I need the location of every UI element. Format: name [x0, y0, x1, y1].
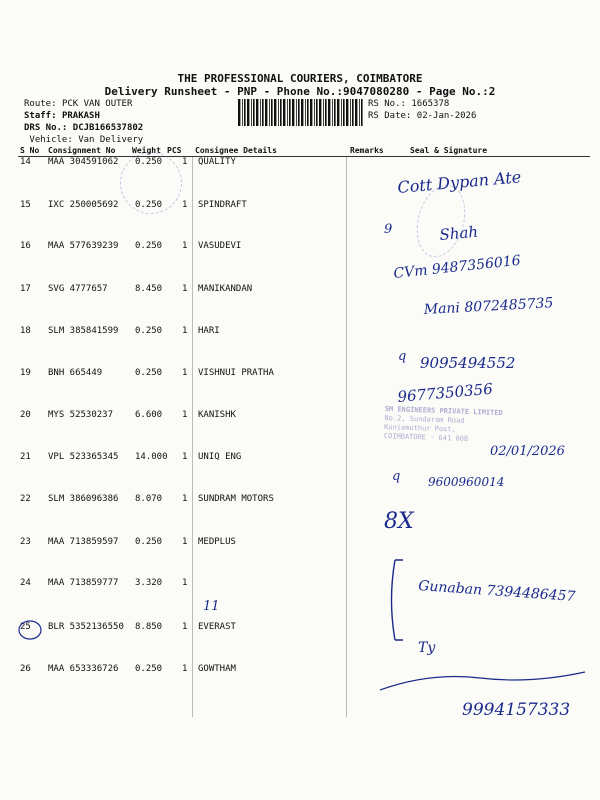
row-consignment-no: IXC 250005692	[48, 200, 119, 210]
route-line: Route: PCK VAN OUTER	[24, 99, 133, 109]
row-pcs: 1	[182, 241, 188, 251]
row-sno: 18	[20, 326, 31, 336]
row-sno: 24	[20, 578, 31, 588]
row-consignee: QUALITY	[198, 157, 236, 167]
col-pcs: PCS	[167, 146, 182, 155]
row-consignment-no: BNH 665449	[48, 368, 103, 378]
row-consignee: EVERAST	[198, 622, 236, 632]
rs-no-value: 1665378	[411, 99, 450, 109]
row-consignment-no: MAA 713859777	[48, 578, 119, 588]
col-remarks: Remarks	[350, 146, 384, 155]
row-weight: 8.850	[135, 622, 163, 632]
signature-15: Shah	[438, 222, 479, 244]
route-value: PCK VAN OUTER	[61, 99, 133, 109]
row-consignment-no: SLM 386096386	[48, 494, 119, 504]
drs-line: DRS No.: DCJB166537802	[24, 123, 144, 133]
row-consignee: MANIKANDAN	[198, 284, 253, 294]
row-pcs: 1	[182, 410, 188, 420]
col-seal-signature: Seal & Signature	[410, 146, 488, 155]
tick-mark-21: q	[392, 469, 401, 484]
row-weight: 0.250	[135, 157, 163, 167]
row-consignment-no: SVG 4777657	[48, 284, 108, 294]
signature-22: 8X	[384, 509, 414, 534]
signature-18: 9095494552	[420, 354, 516, 372]
row-weight: 8.070	[135, 494, 163, 504]
col-sno: S No	[20, 146, 40, 155]
row-consignee: VASUDEVI	[198, 241, 242, 251]
row-sno: 16	[20, 241, 31, 251]
row-pcs: 1	[182, 664, 188, 674]
signature-26: 9994157333	[462, 700, 571, 720]
drs-value: DCJB166537802	[72, 123, 144, 133]
row-consignee: VISHNUI PRATHA	[198, 368, 274, 378]
row-consignee: UNIQ ENG	[198, 452, 242, 462]
signature-21: 9600960014	[428, 475, 505, 489]
row-sno: 17	[20, 284, 31, 294]
tick-marks-24: 11	[203, 599, 220, 614]
row-sno: 20	[20, 410, 31, 420]
row-consignment-no: MAA 713859597	[48, 537, 119, 547]
signature-24: Gunaban 7394486457	[417, 578, 576, 605]
row-pcs: 1	[182, 452, 188, 462]
col-consignee: Consignee Details	[195, 146, 277, 155]
row-weight: 0.250	[135, 200, 163, 210]
col-consignment: Consignment No	[48, 146, 116, 155]
signature-19: 9677350356	[396, 379, 494, 406]
signature-16: CVm 9487356016	[392, 252, 522, 282]
signature-14: Cott Dypan Ate	[396, 167, 522, 197]
row-pcs: 1	[182, 326, 188, 336]
row-pcs: 1	[182, 494, 188, 504]
row-weight: 0.250	[135, 326, 163, 336]
row-consignee: MEDPLUS	[198, 537, 236, 547]
row-consignee: SUNDRAM MOTORS	[198, 494, 274, 504]
row-weight: 0.250	[135, 368, 163, 378]
row-sno: 21	[20, 452, 31, 462]
row-sno: 15	[20, 200, 31, 210]
row-weight: 14.000	[135, 452, 168, 462]
tick-mark-18: q	[398, 349, 407, 364]
company-seal: SM ENGINEERS PRIVATE LIMITED No.2, Sundaram Road Kuniamuthur Post, COIMBATORE - 641 008	[383, 405, 503, 443]
row-weight: 0.250	[135, 537, 163, 547]
vehicle-value: Van Delivery	[78, 135, 144, 145]
rs-date-line: RS Date: 02-Jan-2026	[368, 111, 477, 121]
col-weight: Weight	[132, 146, 161, 155]
row-pcs: 1	[182, 537, 188, 547]
bracket-mark	[392, 560, 404, 640]
row-consignee: HARI	[198, 326, 220, 336]
staff-line: Staff: PRAKASH	[24, 111, 100, 121]
rs-date-value: 02-Jan-2026	[416, 111, 477, 121]
row-pcs: 1	[182, 622, 188, 632]
scribble-stroke	[380, 672, 585, 690]
row-sno: 26	[20, 664, 31, 674]
staff-value: PRAKASH	[61, 111, 100, 121]
row-consignment-no: SLM 385841599	[48, 326, 119, 336]
tick-mark-15: 9	[384, 222, 393, 237]
row-pcs: 1	[182, 284, 188, 294]
vehicle-line: Vehicle: Van Delivery	[29, 135, 144, 145]
signature-20: 02/01/2026	[490, 444, 565, 459]
row-consignment-no: MAA 304591062	[48, 157, 119, 167]
row-consignment-no: MAA 577639239	[48, 241, 119, 251]
row-weight: 6.600	[135, 410, 163, 420]
row-weight: 8.450	[135, 284, 163, 294]
row-weight: 0.250	[135, 241, 163, 251]
row-pcs: 1	[182, 578, 188, 588]
row-consignee: SPINDRAFT	[198, 200, 247, 210]
row-weight: 3.320	[135, 578, 163, 588]
row-weight: 0.250	[135, 664, 163, 674]
signature-25: Ty	[418, 640, 436, 656]
row-consignment-no: VPL 523365345	[48, 452, 119, 462]
company-name: THE PROFESSIONAL COURIERS, COIMBATORE	[177, 72, 423, 85]
signature-17: Mani 8072485735	[423, 295, 554, 318]
row-sno: 22	[20, 494, 31, 504]
row-consignment-no: MAA 653336726	[48, 664, 119, 674]
row-sno: 25	[20, 622, 31, 632]
row-sno: 23	[20, 537, 31, 547]
row-consignment-no: BLR 5352136550	[48, 622, 124, 632]
row-pcs: 1	[182, 200, 188, 210]
rs-no-line: RS No.: 1665378	[368, 99, 450, 109]
row-consignee: GOWTHAM	[198, 664, 236, 674]
row-sno: 19	[20, 368, 31, 378]
row-pcs: 1	[182, 157, 188, 167]
runsheet-subtitle: Delivery Runsheet - PNP - Phone No.:9047080280 - Page No.:2	[104, 85, 496, 98]
row-sno: 14	[20, 157, 31, 167]
row-pcs: 1	[182, 368, 188, 378]
circle-mark	[19, 621, 41, 639]
row-consignment-no: MYS 52530237	[48, 410, 114, 420]
row-consignee: KANISHK	[198, 410, 236, 420]
